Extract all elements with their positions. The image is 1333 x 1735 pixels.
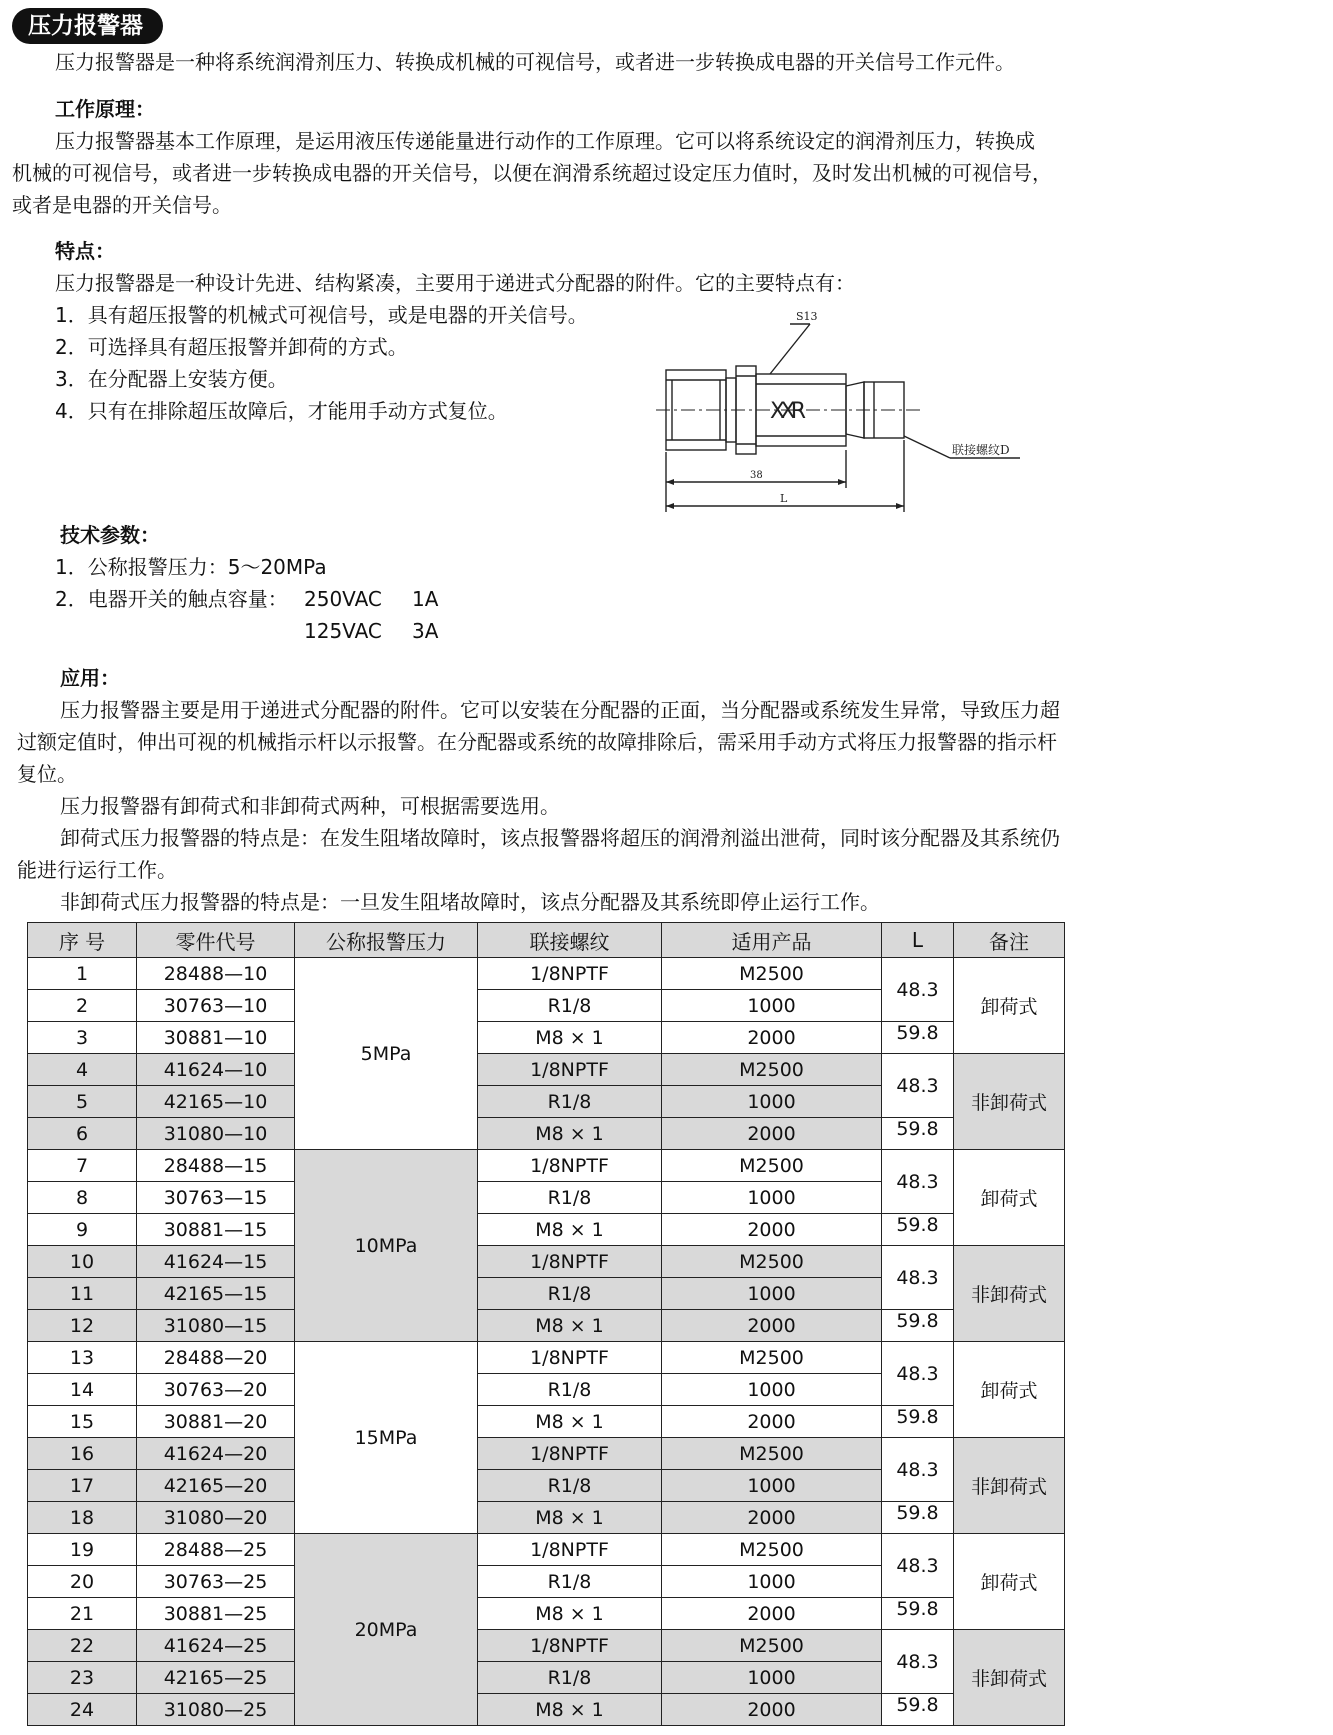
remark: 卸荷式 — [954, 1534, 1065, 1630]
part-code: 30881—25 — [137, 1598, 295, 1630]
product-model: 1000 — [662, 1278, 882, 1310]
product-model: M2500 — [662, 1342, 882, 1374]
thread-spec: M8 × 1 — [478, 1694, 662, 1726]
row-number: 2 — [28, 990, 137, 1022]
table-row — [28, 1150, 1065, 1182]
product-model: 1000 — [662, 990, 882, 1022]
row-number: 1 — [28, 958, 137, 990]
pressure-value: 5MPa — [295, 958, 478, 1150]
pressure-value: 20MPa — [295, 1534, 478, 1726]
part-code: 28488—10 — [137, 958, 295, 990]
table-row — [28, 1118, 1065, 1150]
row-number: 11 — [28, 1278, 137, 1310]
dimension-38: 38 — [750, 470, 763, 481]
row-number: 16 — [28, 1438, 137, 1470]
pressure-value: 15MPa — [295, 1342, 478, 1534]
thread-spec: M8 × 1 — [478, 1406, 662, 1438]
remark: 非卸荷式 — [954, 1630, 1065, 1726]
part-code: 30763—15 — [137, 1182, 295, 1214]
thread-spec: 1/8NPTF — [478, 1150, 662, 1182]
row-number: 23 — [28, 1662, 137, 1694]
table-row — [28, 1214, 1065, 1246]
thread-spec: R1/8 — [478, 1086, 662, 1118]
remark: 非卸荷式 — [954, 1054, 1065, 1150]
part-code: 30763—25 — [137, 1566, 295, 1598]
principle-heading: 工作原理： — [55, 97, 155, 121]
part-code: 41624—20 — [137, 1438, 295, 1470]
part-code: 28488—20 — [137, 1342, 295, 1374]
row-number: 7 — [28, 1150, 137, 1182]
row-number: 20 — [28, 1566, 137, 1598]
features-intro: 压力报警器是一种设计先进、结构紧凑，主要用于递进式分配器的附件。它的主要特点有： — [55, 271, 855, 295]
l-value: 48.3 — [882, 1630, 954, 1694]
part-code: 41624—15 — [137, 1246, 295, 1278]
thread-spec: 1/8NPTF — [478, 1438, 662, 1470]
row-number: 17 — [28, 1470, 137, 1502]
row-number: 5 — [28, 1086, 137, 1118]
tech-pressure: 1．公称报警压力：5～20MPa — [55, 555, 327, 579]
l-value: 59.8 — [882, 1406, 954, 1438]
product-model: M2500 — [662, 1246, 882, 1278]
thread-spec: M8 × 1 — [478, 1214, 662, 1246]
table-row — [28, 1342, 1065, 1374]
table-row — [28, 1598, 1065, 1630]
l-value: 59.8 — [882, 1214, 954, 1246]
part-code: 30763—10 — [137, 990, 295, 1022]
intro-text: 压力报警器是一种将系统润滑剂压力、转换成机械的可视信号，或者进一步转换成电器的开关信号工作元件。 — [55, 50, 1015, 74]
tech-contact-label: 2．电器开关的触点容量： — [55, 587, 288, 611]
thread-spec: R1/8 — [478, 1182, 662, 1214]
table-row — [28, 1438, 1065, 1470]
thread-spec: R1/8 — [478, 1470, 662, 1502]
part-code: 41624—10 — [137, 1054, 295, 1086]
thread-spec: R1/8 — [478, 1278, 662, 1310]
table-row — [28, 1502, 1065, 1534]
row-number: 18 — [28, 1502, 137, 1534]
thread-spec: 1/8NPTF — [478, 1630, 662, 1662]
thread-spec: 1/8NPTF — [478, 1342, 662, 1374]
remark: 卸荷式 — [954, 1150, 1065, 1246]
row-number: 14 — [28, 1374, 137, 1406]
header-l: L — [882, 923, 954, 958]
table-row — [28, 1534, 1065, 1566]
l-value: 48.3 — [882, 958, 954, 1022]
table-row — [28, 1310, 1065, 1342]
application-text: 压力报警器有卸荷式和非卸荷式两种，可根据需要选用。 — [60, 794, 560, 818]
part-code: 30763—20 — [137, 1374, 295, 1406]
table-row — [28, 958, 1065, 990]
feature-item: 2．可选择具有超压报警并卸荷的方式。 — [55, 335, 408, 359]
part-code: 30881—20 — [137, 1406, 295, 1438]
tech-current-1: 1A — [412, 587, 439, 611]
product-model: M2500 — [662, 1438, 882, 1470]
remark: 非卸荷式 — [954, 1438, 1065, 1534]
product-model: 2000 — [662, 1502, 882, 1534]
part-code: 30881—15 — [137, 1214, 295, 1246]
l-value: 48.3 — [882, 1342, 954, 1406]
body-label: XXR — [770, 399, 806, 424]
l-value: 59.8 — [882, 1502, 954, 1534]
feature-item: 3．在分配器上安装方便。 — [55, 367, 288, 391]
product-model: 1000 — [662, 1374, 882, 1406]
part-code: 28488—15 — [137, 1150, 295, 1182]
thread-spec: 1/8NPTF — [478, 1054, 662, 1086]
thread-spec: M8 × 1 — [478, 1022, 662, 1054]
product-model: M2500 — [662, 1534, 882, 1566]
thread-spec: R1/8 — [478, 1566, 662, 1598]
product-model: M2500 — [662, 1054, 882, 1086]
pressure-value: 10MPa — [295, 1150, 478, 1342]
application-text: 压力报警器主要是用于递进式分配器的附件。它可以安装在分配器的正面，当分配器或系统发生异常，导致压力超过额定值时，伸出可视的机械指示杆以示报警。在分配器或系统的故障排除后，需采用手动方式将压力报警器的指示杆复位。 — [17, 698, 1060, 786]
product-model: 2000 — [662, 1694, 882, 1726]
product-model: 1000 — [662, 1566, 882, 1598]
thread-spec: R1/8 — [478, 1662, 662, 1694]
product-model: M2500 — [662, 1630, 882, 1662]
product-model: M2500 — [662, 1150, 882, 1182]
part-code: 31080—10 — [137, 1118, 295, 1150]
thread-spec: 1/8NPTF — [478, 1246, 662, 1278]
application-heading: 应用： — [60, 666, 120, 690]
spec-table — [27, 922, 1065, 1726]
table-row — [28, 1406, 1065, 1438]
pressure-alarm-drawing — [650, 310, 1040, 525]
row-number: 4 — [28, 1054, 137, 1086]
header-no: 序 号 — [28, 923, 137, 958]
part-code: 31080—15 — [137, 1310, 295, 1342]
part-code: 42165—10 — [137, 1086, 295, 1118]
table-row — [28, 1630, 1065, 1662]
part-code: 31080—20 — [137, 1502, 295, 1534]
feature-item: 1．具有超压报警的机械式可视信号，或是电器的开关信号。 — [55, 303, 588, 327]
tech-heading: 技术参数： — [60, 523, 160, 547]
l-value: 59.8 — [882, 1694, 954, 1726]
header-remark: 备注 — [954, 923, 1065, 958]
thread-label: 联接螺纹D — [952, 443, 1010, 457]
l-value: 48.3 — [882, 1054, 954, 1118]
product-model: 2000 — [662, 1214, 882, 1246]
row-number: 10 — [28, 1246, 137, 1278]
row-number: 15 — [28, 1406, 137, 1438]
table-row — [28, 1694, 1065, 1726]
part-code: 42165—20 — [137, 1470, 295, 1502]
part-code: 42165—15 — [137, 1278, 295, 1310]
part-code: 31080—25 — [137, 1694, 295, 1726]
product-model: 1000 — [662, 1182, 882, 1214]
l-value: 48.3 — [882, 1534, 954, 1598]
row-number: 8 — [28, 1182, 137, 1214]
remark: 非卸荷式 — [954, 1246, 1065, 1342]
thread-spec: M8 × 1 — [478, 1118, 662, 1150]
thread-spec: R1/8 — [478, 1374, 662, 1406]
row-number: 12 — [28, 1310, 137, 1342]
thread-spec: M8 × 1 — [478, 1502, 662, 1534]
remark: 卸荷式 — [954, 1342, 1065, 1438]
row-number: 13 — [28, 1342, 137, 1374]
thread-spec: 1/8NPTF — [478, 958, 662, 990]
feature-item: 4．只有在排除超压故障后，才能用手动方式复位。 — [55, 399, 508, 423]
row-number: 24 — [28, 1694, 137, 1726]
product-model: 1000 — [662, 1470, 882, 1502]
row-number: 21 — [28, 1598, 137, 1630]
header-thread: 联接螺纹 — [478, 923, 662, 958]
l-value: 48.3 — [882, 1150, 954, 1214]
thread-spec: R1/8 — [478, 990, 662, 1022]
product-model: 1000 — [662, 1662, 882, 1694]
product-model: 2000 — [662, 1310, 882, 1342]
l-value: 59.8 — [882, 1118, 954, 1150]
tech-voltage-1: 250VAC — [304, 587, 382, 611]
part-code: 28488—25 — [137, 1534, 295, 1566]
header-pressure: 公称报警压力 — [295, 923, 478, 958]
l-value: 48.3 — [882, 1246, 954, 1310]
thread-spec: M8 × 1 — [478, 1598, 662, 1630]
tech-voltage-2: 125VAC — [304, 619, 382, 643]
row-number: 3 — [28, 1022, 137, 1054]
part-code: 41624—25 — [137, 1630, 295, 1662]
row-number: 22 — [28, 1630, 137, 1662]
l-value: 59.8 — [882, 1310, 954, 1342]
table-header-row — [28, 923, 1065, 958]
row-number: 19 — [28, 1534, 137, 1566]
features-heading: 特点： — [55, 239, 115, 263]
table-row — [28, 1022, 1065, 1054]
table-row — [28, 1246, 1065, 1278]
tech-current-2: 3A — [412, 619, 439, 643]
product-model: 2000 — [662, 1022, 882, 1054]
dimension-l: L — [780, 492, 788, 505]
product-model: 2000 — [662, 1406, 882, 1438]
application-text: 非卸荷式压力报警器的特点是：一旦发生阻堵故障时，该点分配器及其系统即停止运行工作。 — [60, 890, 880, 914]
l-value: 59.8 — [882, 1598, 954, 1630]
product-model: 2000 — [662, 1598, 882, 1630]
product-model: 1000 — [662, 1086, 882, 1118]
page-title: 压力报警器 — [12, 8, 163, 44]
product-model: M2500 — [662, 958, 882, 990]
hex-size-label: S13 — [796, 310, 818, 323]
header-part-code: 零件代号 — [137, 923, 295, 958]
application-text: 卸荷式压力报警器的特点是：在发生阻堵故障时，该点报警器将超压的润滑剂溢出泄荷，同时该分配器及其系统仍能进行运行工作。 — [17, 826, 1060, 882]
product-model: 2000 — [662, 1118, 882, 1150]
thread-spec: M8 × 1 — [478, 1310, 662, 1342]
row-number: 6 — [28, 1118, 137, 1150]
l-value: 59.8 — [882, 1022, 954, 1054]
part-code: 30881—10 — [137, 1022, 295, 1054]
principle-text: 压力报警器基本工作原理，是运用液压传递能量进行动作的工作原理。它可以将系统设定的润滑剂压力，转换成机械的可视信号，或者进一步转换成电器的开关信号，以便在润滑系统超过设定压力值时，及时发出机械的可视信号，或者是电器的开关信号。 — [12, 129, 1052, 217]
row-number: 9 — [28, 1214, 137, 1246]
header-product: 适用产品 — [662, 923, 882, 958]
part-code: 42165—25 — [137, 1662, 295, 1694]
table-row — [28, 1054, 1065, 1086]
thread-spec: 1/8NPTF — [478, 1534, 662, 1566]
remark: 卸荷式 — [954, 958, 1065, 1054]
l-value: 48.3 — [882, 1438, 954, 1502]
